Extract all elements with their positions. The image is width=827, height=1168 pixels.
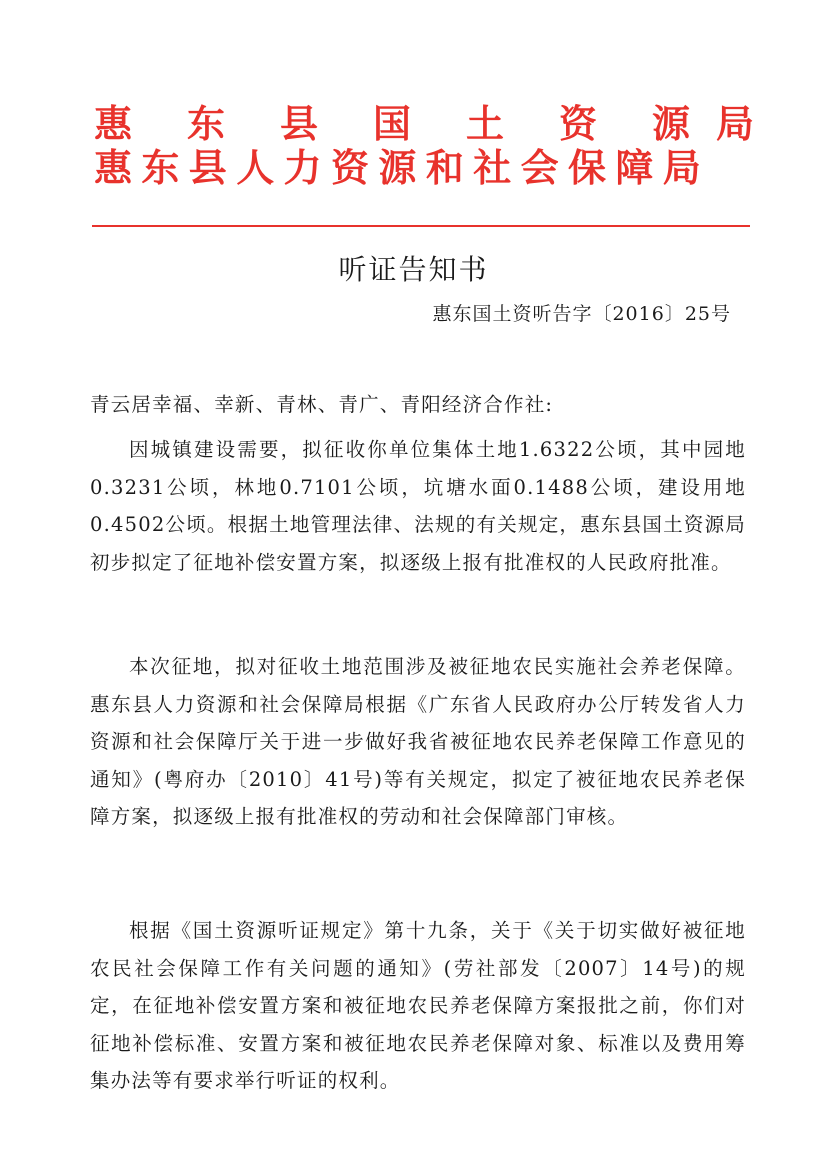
document-title: 听证告知书 [338, 253, 489, 286]
header-org-1-char: 土 [466, 102, 505, 146]
header-org-1-char: 东 [187, 102, 226, 146]
paragraph-3: 根据《国土资源听证规定》第十九条，关于《关于切实做好被征地农民社会保障工作有关问题的通知》(劳社部发〔2007〕14号)的规定，在征地补偿安置方案和被征地农民养老保障方案报批之前，你们对征地补偿标准、安置方案和被征地农民养老保障对象、标准以及费用筹集办法等有要求举行听证的权利。 [90, 919, 746, 1092]
salutation: 青云居幸福、幸新、青林、青广、青阳经济合作社: [90, 393, 554, 416]
header-red-rule [92, 225, 750, 227]
header-org-2: 惠东县人力资源和社会保障局 [94, 146, 711, 190]
header-org-1 [94, 102, 754, 146]
header-org-1-char: 局 [716, 102, 755, 146]
header-org-1-char: 国 [373, 102, 412, 146]
paragraph-1: 因城镇建设需要，拟征收你单位集体土地1.6322公顷，其中园地0.3231公顷，林地0.7101公顷，坑塘水面0.1488公顷，建设用地0.4502公顷。根据土地管理法律、法规的有关规定，惠东县国土资源局初步拟定了征地补偿安置方案，拟逐级上报有批准权的人民政府批准。 [90, 438, 746, 574]
document-number: 惠东国土资听告字〔2016〕25号 [432, 303, 731, 325]
header-org-1-char: 源 [652, 102, 691, 146]
paragraph-2: 本次征地，拟对征收土地范围涉及被征地农民实施社会养老保障。惠东县人力资源和社会保障局根据《广东省人民政府办公厅转发省人力资源和社会保障厅关于进一步做好我省被征地农民养老保障工作意见的通知》(粤府办〔2010〕41号)等有关规定，拟定了被征地农民养老保障方案，拟逐级上报有批准权的劳动和社会保障部门审核。 [90, 655, 746, 828]
header-org-1-char: 县 [280, 102, 319, 146]
header-org-1-char: 资 [559, 102, 598, 146]
header-org-1-char: 惠 [94, 102, 133, 146]
